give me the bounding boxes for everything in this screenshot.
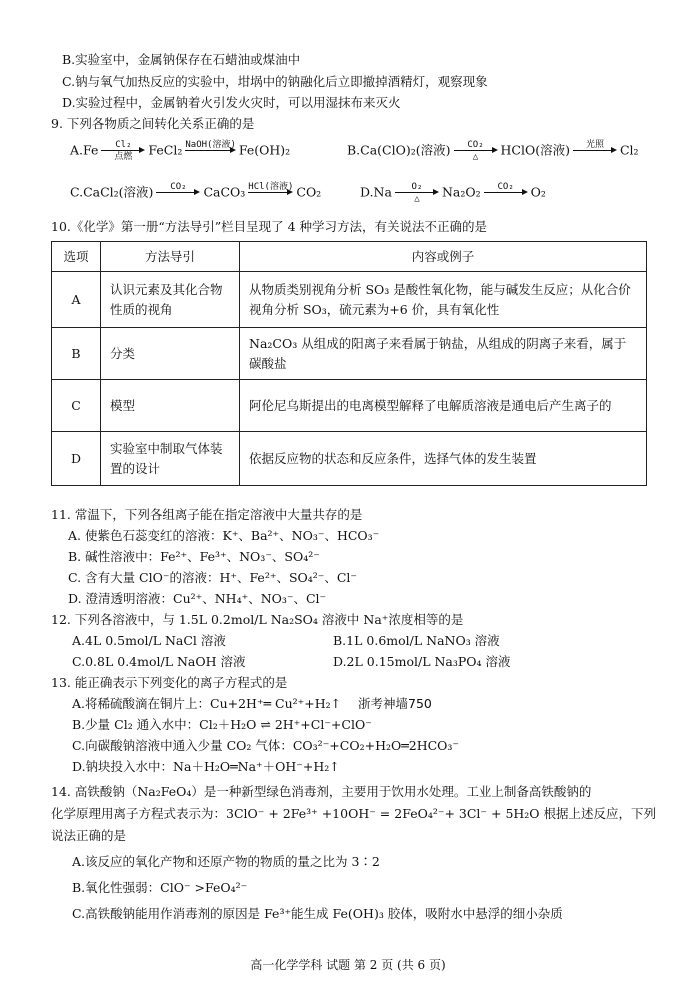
- table-cell-option: B: [52, 328, 101, 380]
- q8-option-b: B.实验室中，金属钠保存在石蜡油或煤油中: [62, 52, 301, 67]
- table-cell-method: 认识元素及其化合物性质的视角: [101, 272, 240, 328]
- q11-option-d: D. 澄清透明溶液：Cu²⁺、NH₄⁺、NO₃⁻、Cl⁻: [68, 591, 327, 606]
- q9-stem: 9. 下列各物质之间转化关系正确的是: [51, 116, 255, 131]
- reaction-arrow: O₂ △: [395, 182, 439, 204]
- q10-stem: 10.《化学》第一册“方法导引”栏目呈现了 4 种学习方法，有关说法不正确的是: [51, 219, 488, 234]
- q9-option-d: D.Na O₂ △ Na₂O₂ CO₂ O₂: [360, 182, 546, 204]
- reaction-arrow: CO₂: [484, 182, 528, 204]
- q9-option-c: C.CaCl₂(溶液) CO₂ CaCO₃ HCl(溶液) CO₂: [70, 182, 321, 204]
- table-row: [52, 328, 647, 380]
- reaction-arrow: HCl(溶液): [248, 182, 294, 192]
- q14-option-b: B.氧化性强弱：ClO⁻ >FeO₄²⁻: [72, 880, 248, 895]
- reaction-arrow: CO₂ △: [454, 140, 498, 162]
- reaction-arrow: 光照: [573, 140, 617, 162]
- q11-stem: 11. 常温下，下列各组离子能在指定溶液中大量共存的是: [51, 507, 363, 522]
- table-cell-content: 依据反应物的状态和反应条件，选择气体的发生装置: [240, 432, 647, 486]
- q14-option-a: A.该反应的氧化产物和还原产物的物质的量之比为 3∶2: [72, 854, 380, 869]
- q13-option-b: B.少量 Cl₂ 通入水中：Cl₂＋H₂O ⇌ 2H⁺+Cl⁻+ClO⁻: [72, 717, 372, 732]
- table-cell-method: 实验室中制取气体装置的设计: [101, 432, 240, 486]
- table-header-cell: 选项: [52, 242, 101, 272]
- q11-option-a: A. 使紫色石蕊变红的溶液：K⁺、Ba²⁺、NO₃⁻、HCO₃⁻: [68, 528, 380, 543]
- table-header-row: [52, 242, 647, 272]
- method-table: [51, 241, 647, 486]
- table-row: [52, 380, 647, 432]
- q12-stem: 12. 下列各溶液中，与 1.5L 0.2mol/L Na₂SO₄ 溶液中 Na⁺浓度相等的是: [51, 612, 464, 627]
- table-cell-option: D: [52, 432, 101, 486]
- q11-option-b: B. 碱性溶液中：Fe²⁺、Fe³⁺、NO₃⁻、SO₄²⁻: [68, 549, 320, 564]
- q14-stem-line2: 化学原理用离子方程式表示为：3ClO⁻ + 2Fe³⁺ +10OH⁻ = 2FeO₄²⁻+ 3Cl⁻ + 5H₂O 根据上述反应，下列: [51, 806, 657, 821]
- table-cell-method: 模型: [101, 380, 240, 432]
- q8-option-d: D.实验过程中，金属钠着火引发火灾时，可以用湿抹布来灭火: [62, 95, 401, 110]
- q13-option-a: A.将稀硫酸滴在铜片上：Cu+2H⁺═ Cu²⁺+H₂↑: [72, 696, 342, 711]
- q14-stem-line3: 说法正确的是: [51, 828, 127, 843]
- q14-stem-line1: 14. 高铁酸钠（Na₂FeO₄）是一种新型绿色消毒剂，主要用于饮用水处理。工业上制备高铁酸钠的: [51, 784, 592, 799]
- q13-option-d: D.钠块投入水中：Na＋H₂O═Na⁺＋OH⁻+H₂↑: [72, 759, 340, 774]
- table-header-cell: 方法导引: [101, 242, 240, 272]
- q13-stem: 13. 能正确表示下列变化的离子方程式的是: [51, 675, 288, 690]
- q12-option-c: C.0.8L 0.4mol/L NaOH 溶液: [72, 654, 246, 669]
- q13-option-c: C.向碳酸钠溶液中通入少量 CO₂ 气体：CO₃²⁻+CO₂+H₂O═2HCO₃⁻: [72, 738, 460, 753]
- table-cell-method: 分类: [101, 328, 240, 380]
- q12-option-b: B.1L 0.6mol/L NaNO₃ 溶液: [333, 633, 500, 648]
- reaction-arrow: NaOH(溶液): [185, 140, 236, 150]
- table-row: [52, 432, 647, 486]
- reaction-arrow: Cl₂ 点燃: [101, 140, 145, 162]
- q8-option-c: C.钠与氧气加热反应的实验中，坩埚中的钠融化后立即撤掉酒精灯，观察现象: [62, 74, 488, 89]
- q14-option-c: C.高铁酸钠能用作消毒剂的原因是 Fe³⁺能生成 Fe(OH)₃ 胶体，吸附水中悬浮的细小杂质: [72, 906, 563, 921]
- q12-option-d: D.2L 0.15mol/L Na₃PO₄ 溶液: [333, 654, 511, 669]
- page-footer: 高一化学学科 试题 第 2 页 (共 6 页): [250, 958, 446, 972]
- table-cell-option: C: [52, 380, 101, 432]
- table-header-cell: 内容或例子: [240, 242, 647, 272]
- q12-option-a: A.4L 0.5mol/L NaCl 溶液: [72, 633, 226, 648]
- reaction-arrow: CO₂: [156, 182, 200, 204]
- table-cell-content: 阿伦尼乌斯提出的电离模型解释了电解质溶液是通电后产生离子的: [240, 380, 647, 432]
- q9-option-a: A.Fe Cl₂ 点燃 FeCl₂ NaOH(溶液) Fe(OH)₂: [70, 140, 291, 162]
- table-cell-content: 从物质类别视角分析 SO₃ 是酸性氧化物，能与碱发生反应；从化合价视角分析 SO₃，硫元素为+6 价，具有氧化性: [240, 272, 647, 328]
- table-cell-option: A: [52, 272, 101, 328]
- q11-option-c: C. 含有大量 ClO⁻的溶液：H⁺、Fe²⁺、SO₄²⁻、Cl⁻: [68, 570, 358, 585]
- table-row: [52, 272, 647, 328]
- table-cell-content: Na₂CO₃ 从组成的阳离子来看属于钠盐，从组成的阴离子来看，属于碳酸盐: [240, 328, 647, 380]
- q9-option-b: B.Ca(ClO)₂(溶液) CO₂ △ HClO(溶液) 光照 Cl₂: [347, 140, 639, 162]
- watermark: 浙考神墙750: [358, 696, 432, 711]
